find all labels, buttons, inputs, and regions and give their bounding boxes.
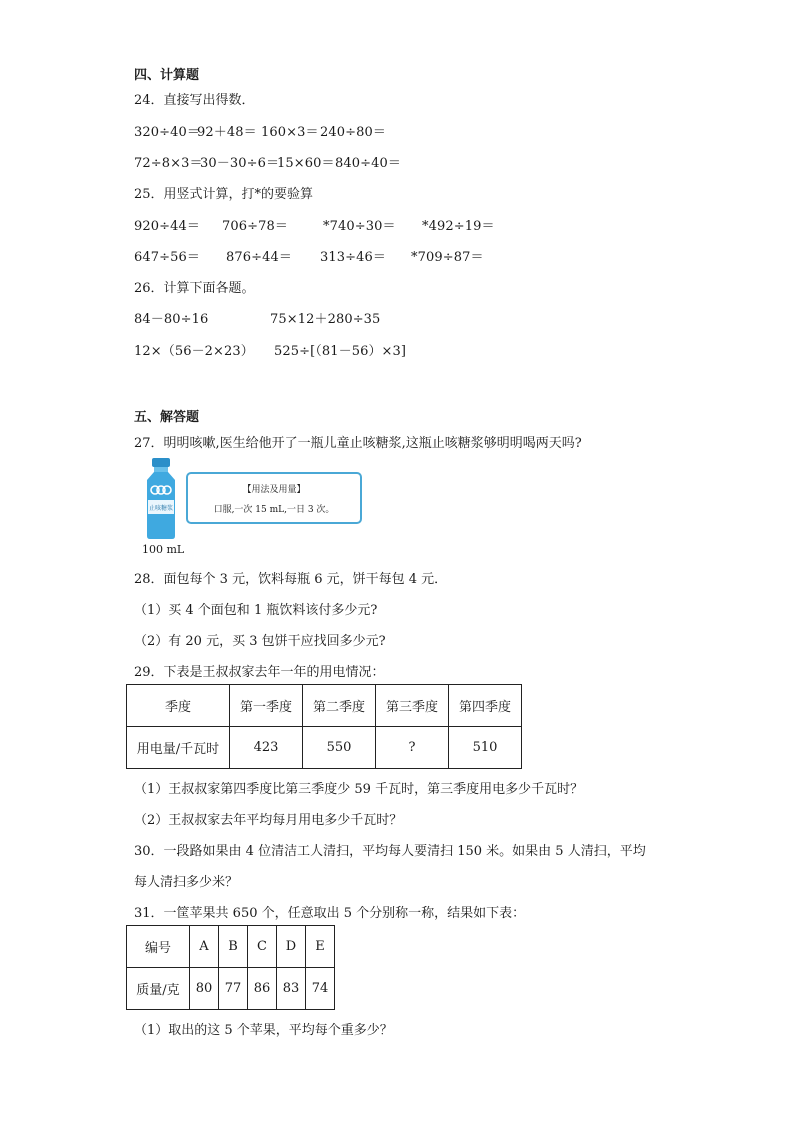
- q29-sub1: （1）王叔叔家第四季度比第三季度少 59 千瓦时，第三季度用电多少千瓦时？: [134, 782, 584, 797]
- q25-item: 647÷56＝: [134, 250, 200, 265]
- q25-item: 920÷44＝: [134, 219, 200, 234]
- table-header-cell: 第一季度: [230, 685, 303, 727]
- q25-item: *740÷30＝: [323, 219, 396, 234]
- q24-item: 160×3＝: [261, 125, 319, 140]
- q25-label: 25．用竖式计算，打*的要验算: [134, 187, 314, 202]
- table-row: [127, 727, 522, 769]
- q25-item: 706÷78＝: [222, 219, 288, 234]
- bottle-volume: 100 mL: [142, 543, 185, 556]
- usage-instructions-box: [186, 472, 362, 524]
- q25-item: 313÷46＝: [320, 250, 386, 265]
- table-cell: 用电量/千瓦时: [127, 727, 230, 769]
- table-header-cell: E: [306, 926, 335, 968]
- usage-text: 口服,一次 15 mL,一日 3 次。: [213, 505, 335, 515]
- table-header-cell: 第二季度: [303, 685, 376, 727]
- bottle-label: 止咳糖浆: [148, 505, 174, 512]
- q24-item: 92＋48＝: [197, 125, 257, 140]
- q24-item: 840÷40＝: [335, 156, 401, 171]
- table-header-cell: 编号: [127, 926, 190, 968]
- q30-line2: 每人清扫多少米？: [134, 875, 239, 890]
- table-header-cell: 第四季度: [449, 685, 522, 727]
- q24-item: 320÷40＝: [134, 125, 200, 140]
- q25-item: *709÷87＝: [411, 250, 484, 265]
- q24-label: 24．直接写出得数．: [134, 93, 255, 108]
- q26-item: 525÷[（81－56）×3]: [274, 344, 407, 359]
- apple-weight-table: [126, 925, 335, 1010]
- q30-line1: 30．一段路如果由 4 位清洁工人清扫，平均每人要清扫 150 米。如果由 5 人清扫，平均: [134, 844, 646, 859]
- table-cell: 423: [230, 727, 303, 769]
- q28-sub2: （2）有 20 元，买 3 包饼干应找回多少元?: [134, 634, 386, 649]
- q31-sub1: （1）取出的这 5 个苹果，平均每个重多少？: [134, 1023, 393, 1038]
- q26-label: 26．计算下面各题。: [134, 281, 255, 296]
- table-cell: 74: [306, 968, 335, 1010]
- table-row: [127, 926, 335, 968]
- q25-item: *492÷19＝: [422, 219, 495, 234]
- table-cell: 510: [449, 727, 522, 769]
- table-header-cell: 第三季度: [376, 685, 449, 727]
- q26-item: 84－80÷16: [134, 312, 209, 327]
- q27-label: 27．明明咳嗽,医生给他开了一瓶儿童止咳糖浆,这瓶止咳糖浆够明明喝两天吗?: [134, 436, 582, 451]
- q26-item: 75×12＋280÷35: [270, 312, 381, 327]
- q24-item: 72÷8×3＝: [134, 156, 203, 171]
- table-cell: 550: [303, 727, 376, 769]
- table-row: [127, 968, 335, 1010]
- table-header-cell: 季度: [127, 685, 230, 727]
- table-cell: 77: [219, 968, 248, 1010]
- table-header-cell: A: [190, 926, 219, 968]
- q24-item: 240÷80＝: [320, 125, 386, 140]
- table-header-cell: D: [277, 926, 306, 968]
- section-5-title: 五、解答题: [134, 410, 200, 425]
- q24-item: 30－30÷6＝: [200, 156, 280, 171]
- q29-sub2: （2）王叔叔家去年平均每月用电多少千瓦时？: [134, 813, 403, 828]
- usage-title: 【用法及用量】: [242, 485, 306, 495]
- table-row: [127, 685, 522, 727]
- syrup-bottle-image: [142, 458, 180, 540]
- q28-sub1: （1）买 4 个面包和 1 瓶饮料该付多少元?: [134, 603, 378, 618]
- q25-item: 876÷44＝: [226, 250, 292, 265]
- table-cell: 86: [248, 968, 277, 1010]
- q28-label: 28．面包每个 3 元，饮料每瓶 6 元，饼干每包 4 元．: [134, 572, 448, 587]
- q24-item: 15×60＝: [277, 156, 335, 171]
- table-cell: 80: [190, 968, 219, 1010]
- table-cell: 质量/克: [127, 968, 190, 1010]
- section-4-title: 四、计算题: [134, 68, 200, 83]
- table-cell: 83: [277, 968, 306, 1010]
- electricity-table: [126, 684, 522, 769]
- table-header-cell: B: [219, 926, 248, 968]
- table-cell: ?: [376, 727, 449, 769]
- q29-label: 29．下表是王叔叔家去年一年的用电情况：: [134, 665, 385, 680]
- q26-item: 12×（56－2×23）: [134, 344, 254, 359]
- q31-label: 31．一筐苹果共 650 个，任意取出 5 个分别称一称，结果如下表：: [134, 906, 526, 921]
- table-header-cell: C: [248, 926, 277, 968]
